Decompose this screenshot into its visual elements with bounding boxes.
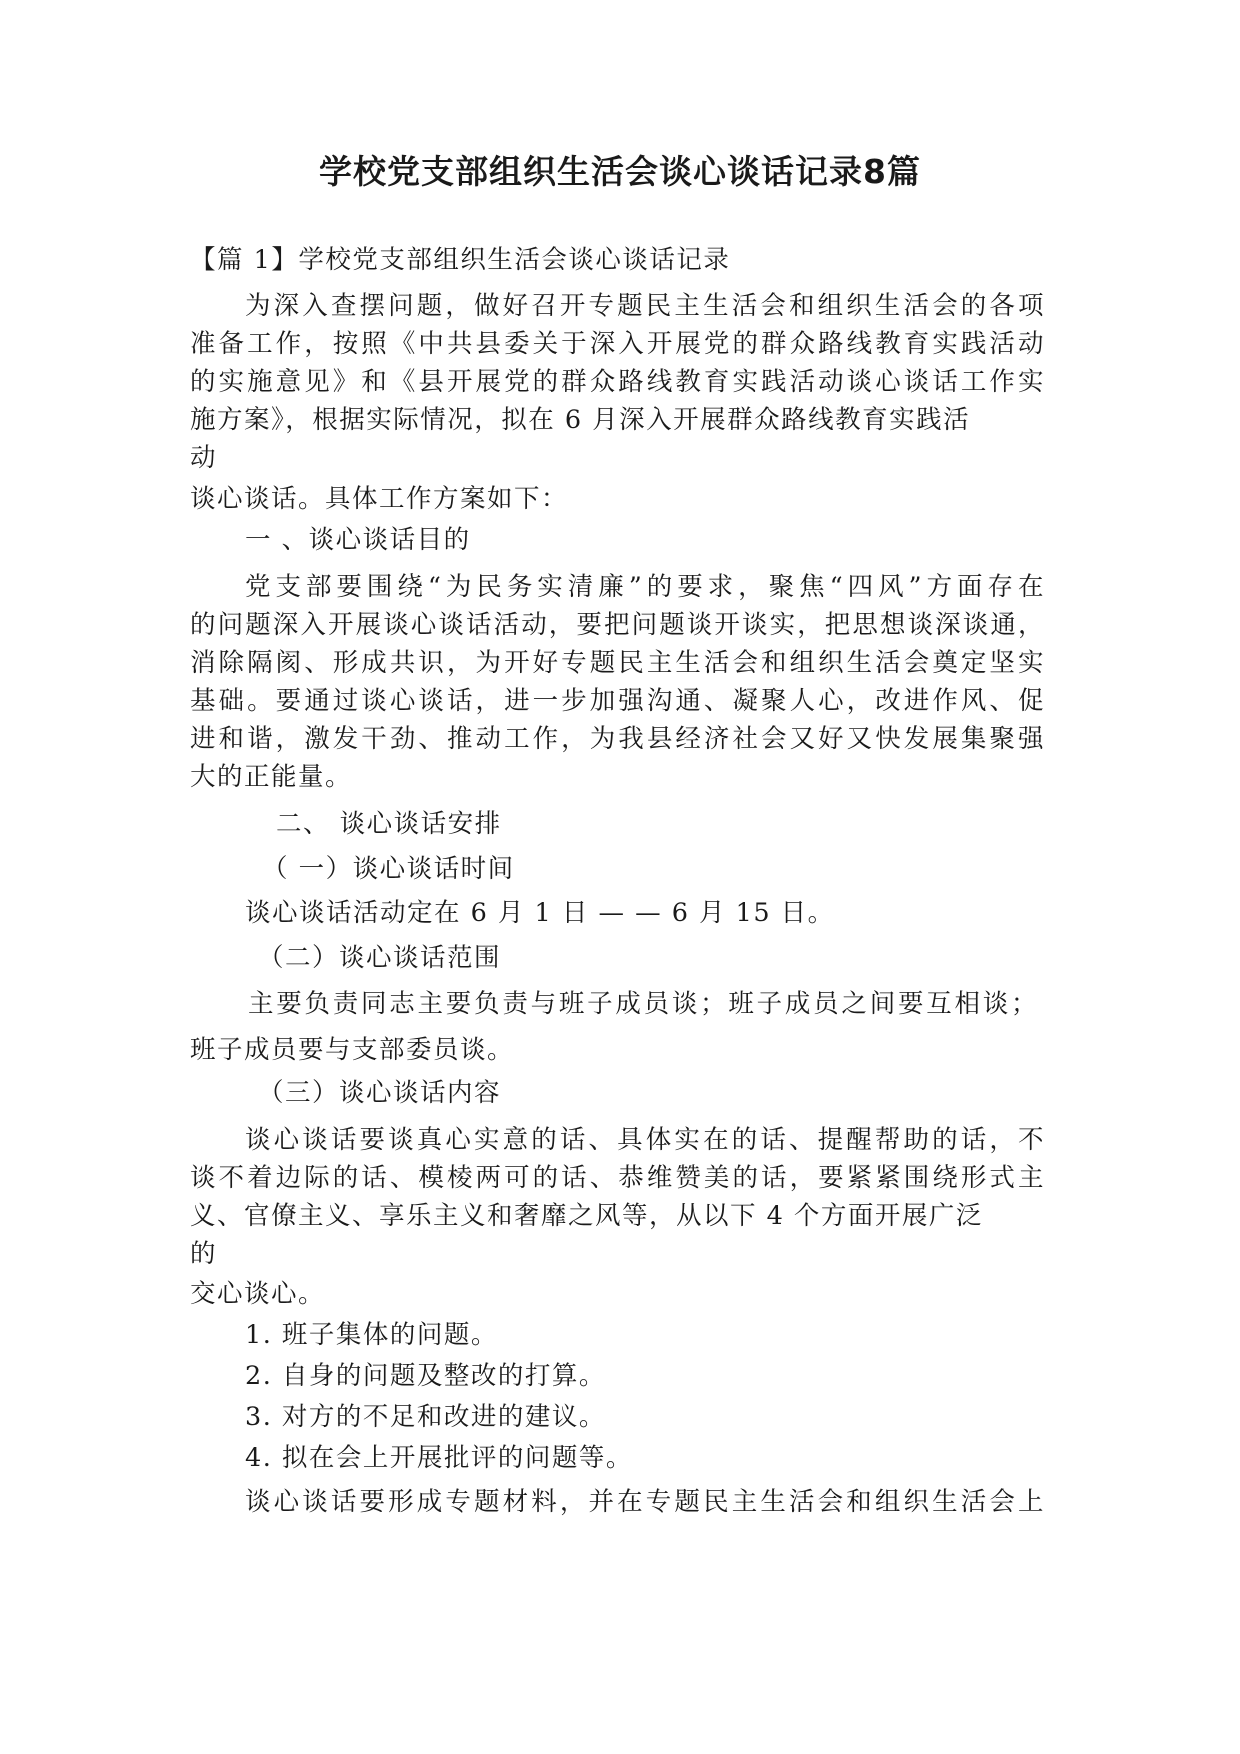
paragraph-line: 谈心谈话要谈真心实意的话、具体实在的话、提醒帮助的话，不	[245, 1125, 1045, 1155]
subsection-heading: （三）谈心谈话内容	[258, 1078, 502, 1108]
paragraph-line: 谈心谈话活动定在 6 月 1 日 — — 6 月 15 日。	[245, 898, 835, 928]
paragraph-line: 消除隔阂、形成共识，为开好专题民主生活会和组织生活会奠定坚实	[190, 648, 1045, 678]
list-item: 3. 对方的不足和改进的建议。	[245, 1402, 606, 1432]
paragraph-line: 动	[190, 443, 218, 473]
paragraph-line: 大的正能量。	[190, 762, 353, 792]
section-heading: 【篇 1】学校党支部组织生活会谈心谈话记录	[190, 245, 731, 275]
paragraph-line: 进和谐，激发干劲、推动工作，为我县经济社会又好又快发展集聚强	[190, 724, 1045, 754]
paragraph-line: 班子成员要与支部委员谈。	[190, 1035, 515, 1065]
paragraph-line: 的问题深入开展谈心谈话活动，要把问题谈开谈实，把思想谈深谈通，	[190, 610, 1045, 640]
list-item: 1. 班子集体的问题。	[245, 1320, 498, 1350]
list-item: 2. 自身的问题及整改的打算。	[245, 1361, 606, 1391]
section-heading: 一 、谈心谈话目的	[245, 525, 471, 555]
paragraph-line: 的实施意见》和《县开展党的群众路线教育实践活动谈心谈话工作实	[190, 367, 1045, 397]
document-title: 学校党支部组织生活会谈心谈话记录8篇	[319, 152, 921, 191]
paragraph-line: 施方案》，根据实际情况，拟在 6 月深入开展群众路线教育实践活	[190, 405, 971, 435]
paragraph-line: 谈不着边际的话、模棱两可的话、恭维赞美的话，要紧紧围绕形式主	[190, 1163, 1045, 1193]
paragraph-line: 义、官僚主义、享乐主义和奢靡之风等，从以下 4 个方面开展广泛	[190, 1201, 983, 1231]
paragraph-line: 谈心谈话。具体工作方案如下：	[190, 484, 569, 514]
list-item: 4. 拟在会上开展批评的问题等。	[245, 1443, 633, 1473]
subsection-heading: （ 一）谈心谈话时间	[262, 854, 515, 884]
subsection-heading: （二）谈心谈话范围	[258, 943, 502, 973]
paragraph-line: 的	[190, 1239, 218, 1269]
paragraph-line: 党支部要围绕“为民务实清廉”的要求，聚焦“四风”方面存在	[245, 572, 1045, 602]
section-heading: 二、 谈心谈话安排	[276, 809, 502, 839]
paragraph-line: 谈心谈话要形成专题材料，并在专题民主生活会和组织生活会上	[245, 1487, 1045, 1517]
paragraph-line: 主要负责同志主要负责与班子成员谈；班子成员之间要互相谈；	[248, 989, 1038, 1019]
paragraph-line: 基础。要通过谈心谈话，进一步加强沟通、凝聚人心，改进作风、促	[190, 686, 1045, 716]
paragraph-line: 交心谈心。	[190, 1279, 326, 1309]
paragraph-line: 为深入查摆问题，做好召开专题民主生活会和组织生活会的各项	[245, 291, 1045, 321]
paragraph-line: 准备工作，按照《中共县委关于深入开展党的群众路线教育实践活动	[190, 329, 1045, 359]
